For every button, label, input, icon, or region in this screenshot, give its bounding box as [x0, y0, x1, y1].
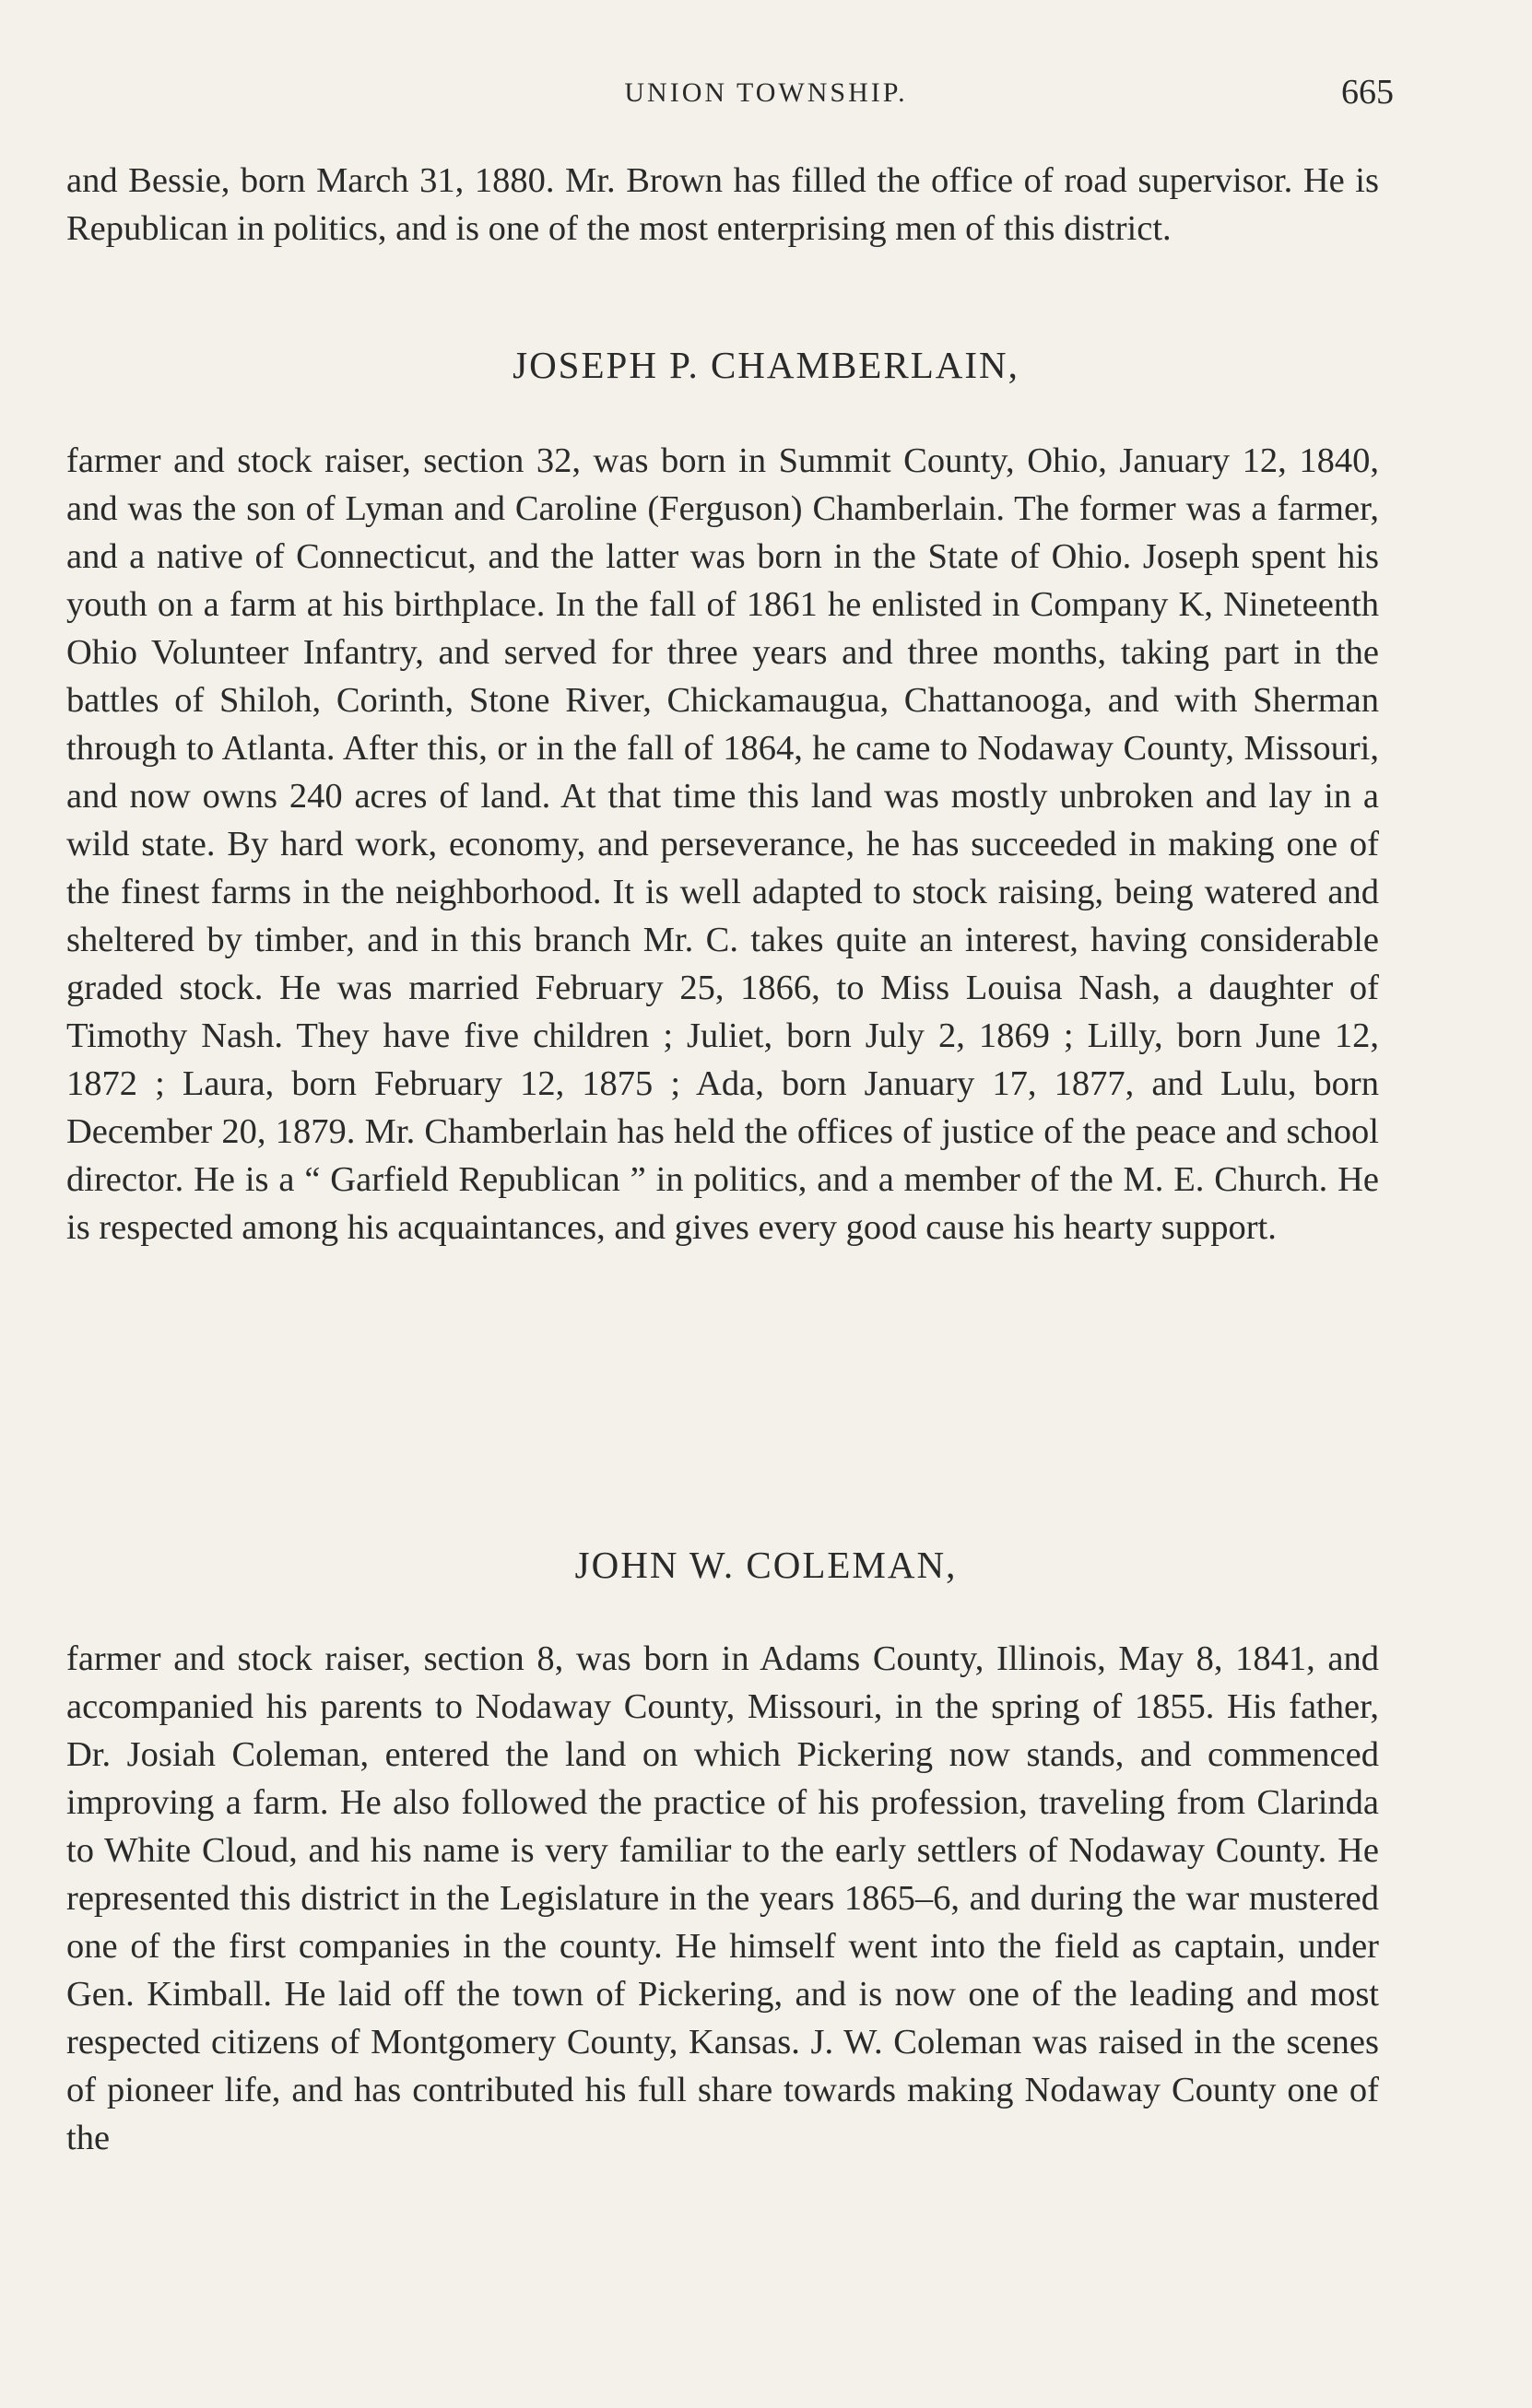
section-text-chamberlain: farmer and stock raiser, section 32, was born in Summit County, Ohio, January 12, 1840, and was the son of Lyman and Caroline (Ferguson) Chamberlain. The former was a farmer, and a native of Connecticut, and the latter was born in the State of Ohio. Joseph spent his youth on a farm at his birthplace. In the fall of 1861 he enlisted in Company K, Nineteenth Ohio Volunteer Infantry, and served for three years and three months, taking part in the battles of Shiloh, Corinth, Stone River, Chickamaugua, Chattanooga, and with Sherman through to Atlanta. After this, or in the fall of 1864, he came to Nodaway County, Missouri, and now owns 240 acres of land. At that time this land was mostly unbroken and lay in a wild state. By hard work, economy, and perseverance, he has succeeded in making one of the finest farms in the neighborhood. It is well adapted to stock raising, being watered and sheltered by timber, and in this branch Mr. C. takes quite an interest, having considerable graded stock. He was married February 25, 1866, to Miss Louisa Nash, a daughter of Timothy Nash. They have five children ; Juliet, born July 2, 1869 ; Lilly, born June 12, 1872 ; Laura, born February 12, 1875 ; Ada, born January 17, 1877, and Lulu, born December 20, 1879. Mr. Chamberlain has held the offices of justice of the peace and school director. He is a “ Garfield Republican ” in politics, and a member of the M. E. Church. He is respected among his acquaintances, and gives every good cause his hearty support.	[66, 441, 1379, 1247]
page-number: 665	[1341, 73, 1394, 112]
section-heading-coleman: JOHN W. COLEMAN,	[574, 1544, 958, 1586]
running-title: UNION TOWNSHIP.	[624, 77, 908, 108]
intro-paragraph: and Bessie, born March 31, 1880. Mr. Brown has filled the office of road supervisor. He is Republican in politics, and is one of the most enterprising men of this district.	[66, 161, 1379, 248]
section-text-coleman: farmer and stock raiser, section 8, was born in Adams County, Illinois, May 8, 1841, and accompanied his parents to Nodaway County, Missouri, in the spring of 1855. His father, Dr. Josiah Coleman, entered the land on which Pickering now stands, and commenced improving a farm. He also followed the practice of his profession, traveling from Clarinda to White Cloud, and his name is very familiar to the early settlers of Nodaway County. He represented this district in the Legislature in the years 1865–6, and during the war mustered one of the first companies in the county. He himself went into the field as captain, under Gen. Kimball. He laid off the town of Pickering, and is now one of the leading and most respected citizens of Montgomery County, Kansas. J. W. Coleman was raised in the scenes of pioneer life, and has contributed his full share towards making Nodaway County one of the	[66, 1639, 1379, 2157]
section-heading-chamberlain: JOSEPH P. CHAMBERLAIN,	[513, 344, 1019, 386]
running-head	[0, 72, 1532, 118]
